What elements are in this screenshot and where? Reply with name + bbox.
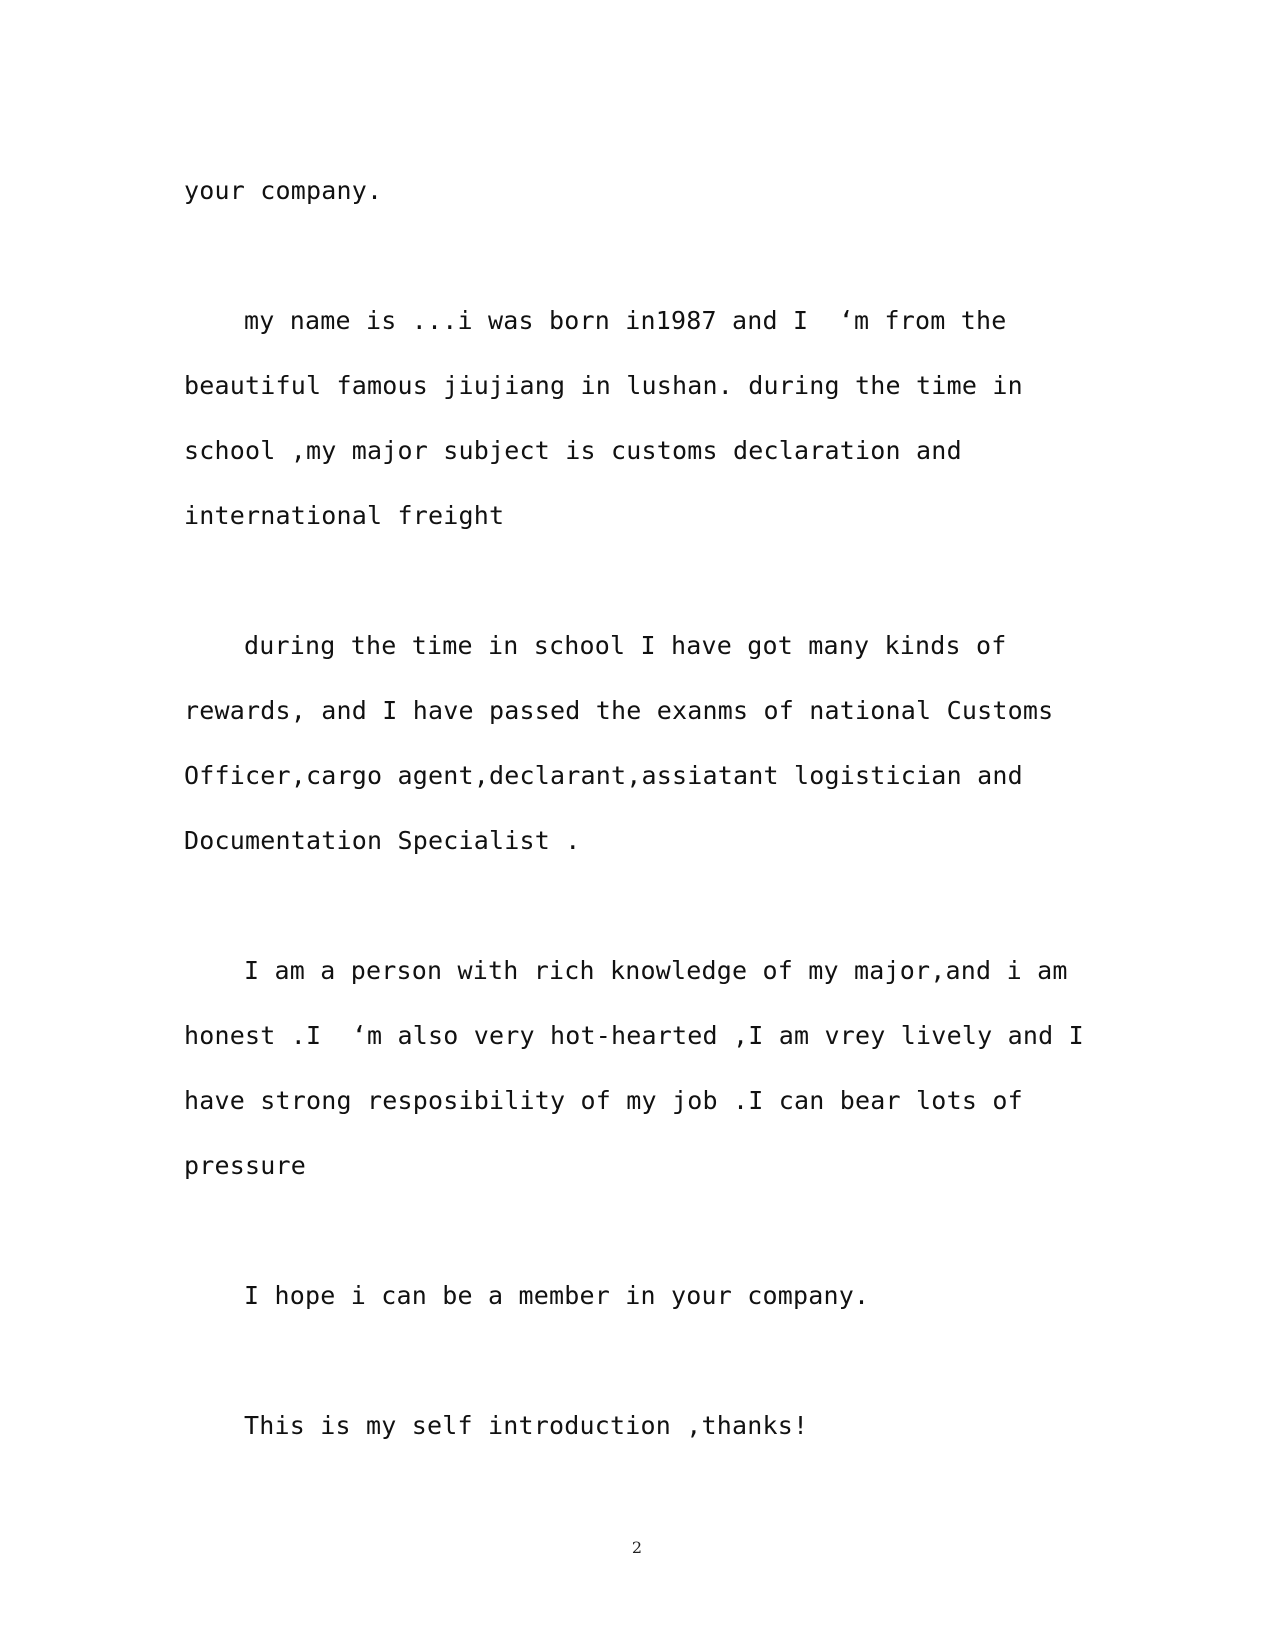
text-line: beautiful famous jiujiang in lushan. during the time in <box>184 371 1023 400</box>
text-line: This is my self introduction ,thanks! <box>244 1411 809 1440</box>
paragraph-6 <box>184 1393 1084 1458</box>
text-line: Officer,cargo agent,declarant,assiatant logistician and <box>184 761 1023 790</box>
paragraph-spacer <box>184 223 1084 288</box>
text-line: international freight <box>184 501 505 530</box>
paragraph-spacer <box>184 548 1084 613</box>
document-body <box>184 158 1084 1458</box>
page-number: 2 <box>631 1538 643 1557</box>
paragraph-spacer <box>184 1198 1084 1263</box>
text-line: pressure <box>184 1151 307 1180</box>
text-line: school ,my major subject is customs declaration and <box>184 436 962 465</box>
text-line: I hope i can be a member in your company. <box>244 1281 870 1310</box>
text-line: I am a person with rich knowledge of my major,and i am <box>244 956 1068 985</box>
text-line: my name is ...i was born in1987 and I ‘m from the <box>244 306 1007 335</box>
paragraph-spacer <box>184 1328 1084 1393</box>
paragraph-1 <box>184 158 1084 223</box>
text-line: have strong resposibility of my job .I can bear lots of <box>184 1086 1023 1115</box>
paragraph-3 <box>184 613 1084 873</box>
text-line: your company. <box>184 176 383 205</box>
paragraph-4 <box>184 938 1084 1198</box>
text-line: honest .I ‘m also very hot-hearted ,I am vrey lively and I <box>184 1021 1084 1050</box>
paragraph-spacer <box>184 873 1084 938</box>
paragraph-5 <box>184 1263 1084 1328</box>
text-line: rewards, and I have passed the exanms of national Customs <box>184 696 1054 725</box>
text-line: Documentation Specialist . <box>184 826 581 855</box>
text-line: during the time in school I have got many kinds of <box>244 631 1007 660</box>
paragraph-2 <box>184 288 1084 548</box>
